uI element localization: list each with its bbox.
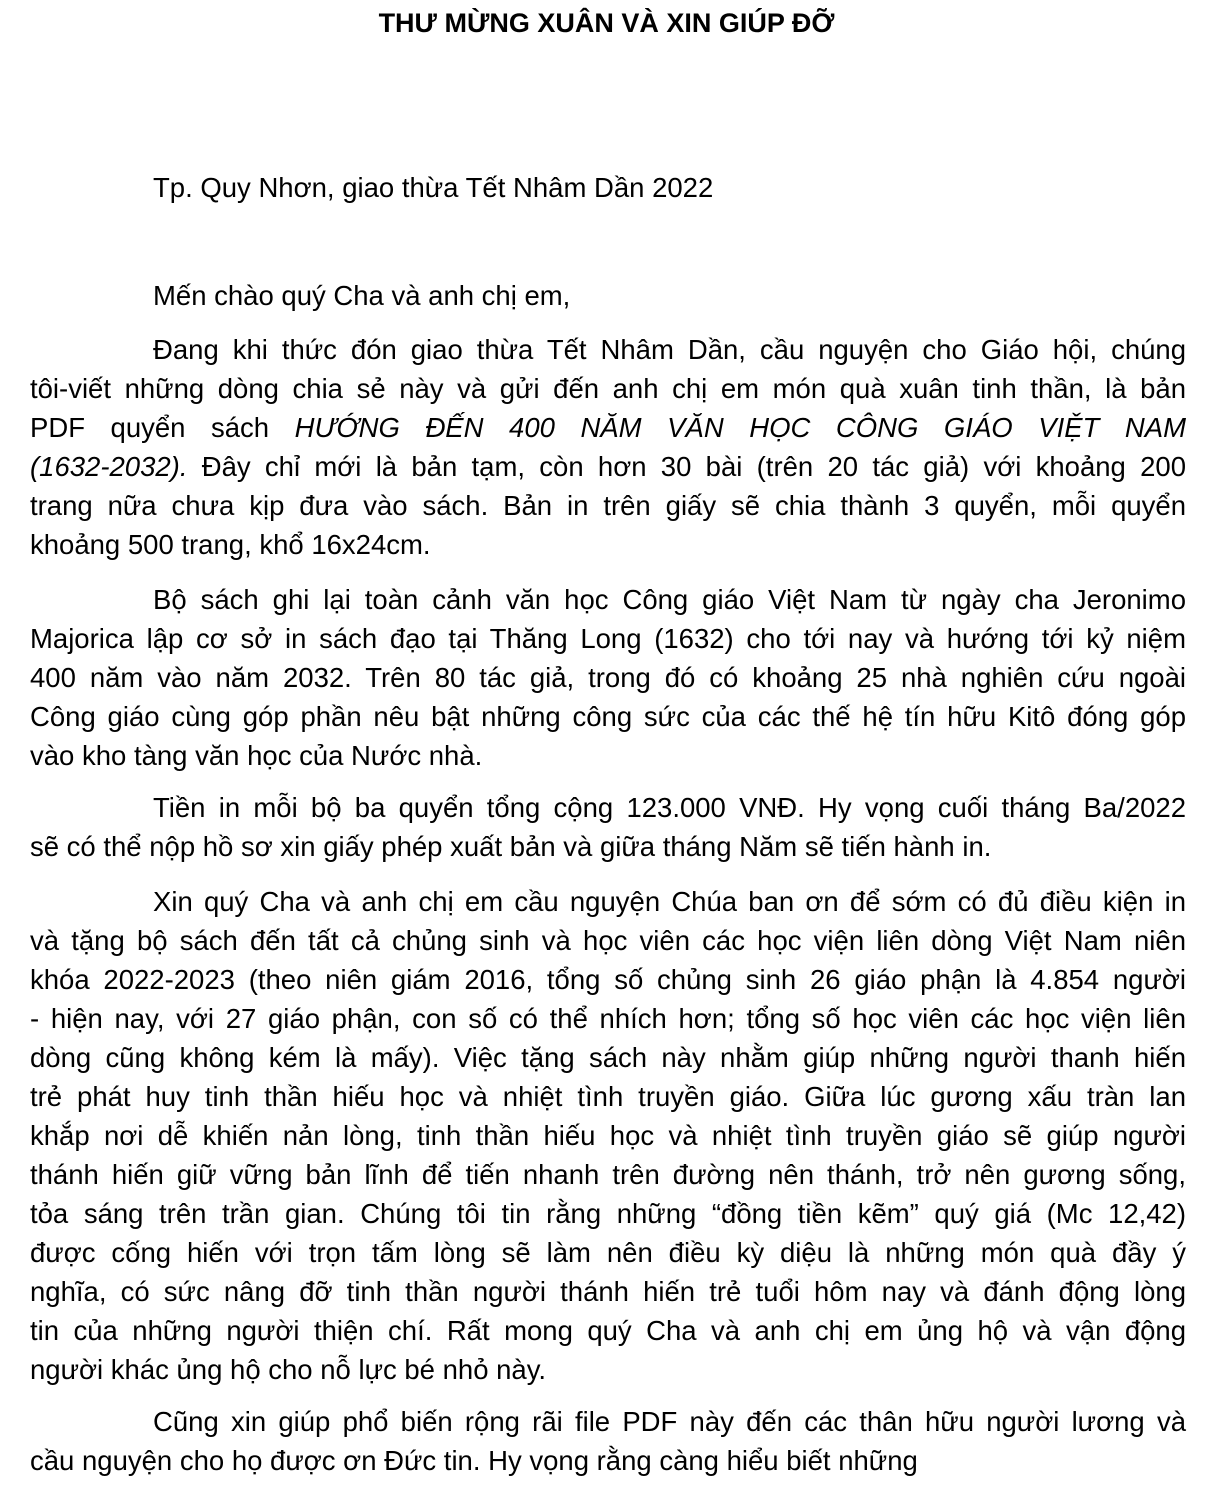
text-segment: Tiền in mỗi bộ ba quyển tổng cộng 123.000 VNĐ. Hy vọng cuối tháng Ba/2022 [153,792,1186,823]
text-segment: thánh hiến giữ vững bản lĩnh để tiến nhanh trên đường nên thánh, trở nên gương sống, [30,1159,1186,1190]
text-line [30,882,1186,921]
text-line [30,330,1186,369]
text-line [30,1350,1186,1389]
text-line [30,525,1186,564]
text-line [30,408,1186,447]
text-segment: Đang khi thức đón giao thừa Tết Nhâm Dần, cầu nguyện cho Giáo hội, chúng [153,334,1186,365]
text-line [30,369,1186,408]
text-segment: trang nữa chưa kịp đưa vào sách. Bản in trên giấy sẽ chia thành 3 quyển, mỗi quyển [30,490,1186,521]
paragraph-4 [30,882,1186,1389]
text-line [30,827,1186,866]
text-segment: nghĩa, có sức nâng đỡ tinh thần người thánh hiến trẻ tuổi hôm nay và đánh động lòng [30,1276,1186,1307]
text-segment: tôi-viết những dòng chia sẻ này và gửi đến anh chị em món quà xuân tinh thần, là bản [30,373,1186,404]
text-line [30,1194,1186,1233]
text-line [30,960,1186,999]
text-segment: Cũng xin giúp phổ biến rộng rãi file PDF này đến các thân hữu người lương và [153,1406,1186,1437]
text-segment: khóa 2022-2023 (theo niên giám 2016, tổng số chủng sinh 26 giáo phận là 4.854 người [30,964,1186,995]
text-segment: Công giáo cùng góp phần nêu bật những công sức của các thế hệ tín hữu Kitô đóng góp [30,701,1186,732]
text-line [30,736,1186,775]
text-segment: - hiện nay, với 27 giáo phận, con số có thể nhích hơn; tổng số học viên các học viện liên [30,1003,1186,1034]
text-line [30,1038,1186,1077]
text-segment: Majorica lập cơ sở in sách đạo tại Thăng Long (1632) cho tới nay và hướng tới kỷ niệm [30,623,1186,654]
text-segment: PDF quyển sách [30,412,295,443]
text-segment: tỏa sáng trên trần gian. Chúng tôi tin rằng những “đồng tiền kẽm” quý giá (Mc 12,42) [30,1198,1186,1229]
text-line [30,1441,1186,1480]
text-segment: khắp nơi dễ khiến nản lòng, tinh thần hiếu học và nhiệt tình truyền giáo sẽ giúp người [30,1120,1186,1151]
text-segment: cầu nguyện cho họ được ơn Đức tin. Hy vọng rằng càng hiểu biết những [30,1445,918,1476]
text-line [30,1402,1186,1441]
text-line [30,1233,1186,1272]
book-title-text: HƯỚNG ĐẾN 400 NĂM VĂN HỌC CÔNG GIÁO VIỆT NAM [294,412,1187,443]
text-line [30,658,1186,697]
text-line [30,1155,1186,1194]
letter-title: THƯ MỪNG XUÂN VÀ XIN GIÚP ĐỠ [378,8,835,38]
text-line [30,921,1186,960]
paragraph-3 [30,788,1186,866]
paragraph-5 [30,1402,1186,1480]
text-segment: vào kho tàng văn học của Nước nhà. [30,740,483,771]
text-line [30,1077,1186,1116]
place-date-line [30,168,1186,207]
book-title-text: (1632-2032). [30,451,188,482]
place-date: Tp. Quy Nhơn, giao thừa Tết Nhâm Dần 2022 [153,172,714,203]
paragraph-2 [30,580,1186,775]
text-line [30,788,1186,827]
text-segment: khoảng 500 trang, khổ 16x24cm. [30,529,431,560]
text-line [30,1116,1186,1155]
text-segment: sẽ có thể nộp hồ sơ xin giấy phép xuất bản và giữa tháng Năm sẽ tiến hành in. [30,831,992,862]
text-line [30,999,1186,1038]
greeting: Mến chào quý Cha và anh chị em, [153,280,571,311]
greeting-block [30,276,1186,315]
text-segment: người khác ủng hộ cho nỗ lực bé nhỏ này. [30,1354,547,1385]
text-segment: Xin quý Cha và anh chị em cầu nguyện Chúa ban ơn để sớm có đủ điều kiện in [153,886,1186,917]
paragraph-1 [30,330,1186,564]
text-line [30,1272,1186,1311]
text-segment: Đây chỉ mới là bản tạm, còn hơn 30 bài (trên 20 tác giả) với khoảng 200 [187,451,1186,482]
text-segment: Bộ sách ghi lại toàn cảnh văn học Công giáo Việt Nam từ ngày cha Jeronimo [153,584,1186,615]
text-segment: 400 năm vào năm 2032. Trên 80 tác giả, trong đó có khoảng 25 nhà nghiên cứu ngoài [30,662,1186,693]
text-segment: dòng cũng không kém là mấy). Việc tặng sách này nhằm giúp những người thanh hiến [30,1042,1186,1073]
text-line [30,1311,1186,1350]
text-segment: tin của những người thiện chí. Rất mong quý Cha và anh chị em ủng hộ và vận động [30,1315,1186,1346]
text-segment: và tặng bộ sách đến tất cả chủng sinh và học viên các học viện liên dòng Việt Nam niên [30,925,1186,956]
text-line [30,580,1186,619]
text-line [30,697,1186,736]
text-line [30,486,1186,525]
text-line [30,619,1186,658]
text-segment: được cống hiến với trọn tấm lòng sẽ làm nên điều kỳ diệu là những món quà đầy ý [30,1237,1186,1268]
text-segment: trẻ phát huy tinh thần hiếu học và nhiệt tình truyền giáo. Giữa lúc gương xấu tràn lan [30,1081,1186,1112]
text-line [30,447,1186,486]
